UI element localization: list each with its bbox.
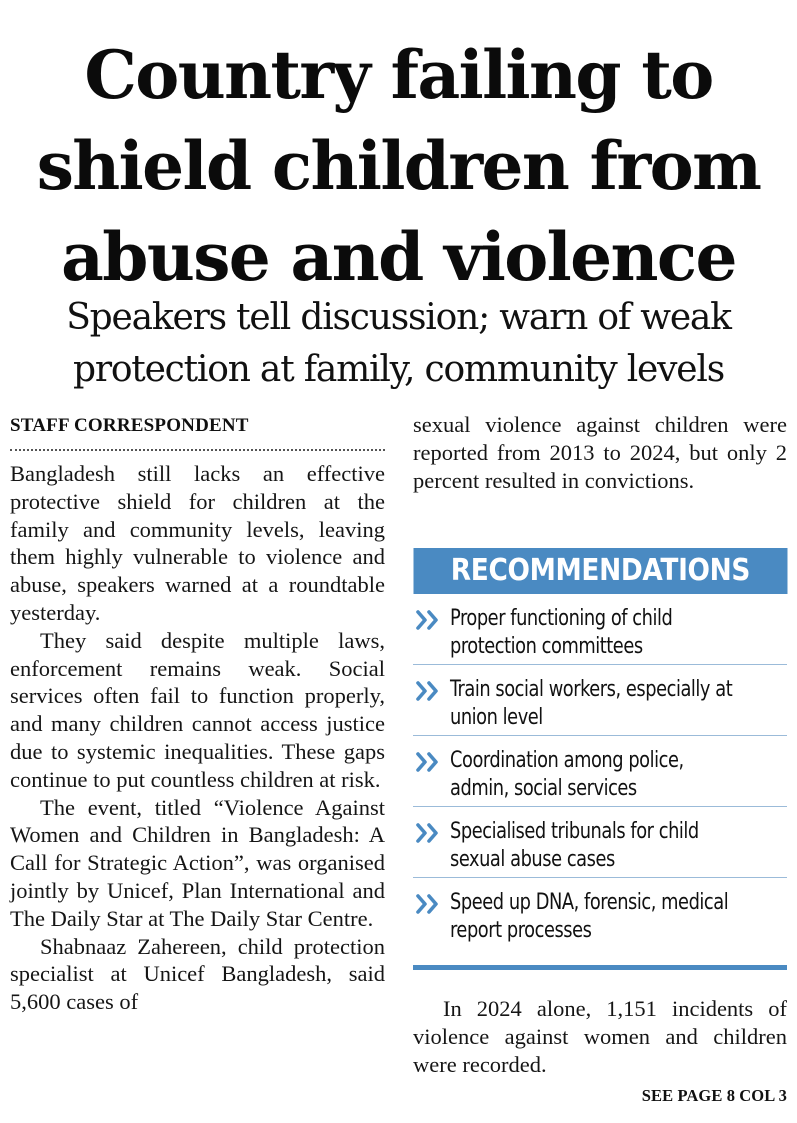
recommendation-line: report processes <box>450 918 592 943</box>
recommendation-line: union level <box>450 705 543 730</box>
byline: STAFF CORRESPONDENT <box>10 415 249 436</box>
body-paragraph: They said despite multiple laws, enforcement remains weak. Social services often fail to function properly, and many children cannot access justice due to systemic inequalities. These gaps continue to put countless children at risk. <box>10 627 385 792</box>
subheadline-line-1: Speakers tell discussion; warn of weak <box>66 297 731 338</box>
body-paragraph: Bangladesh still lacks an effective protective shield for children at the family and community levels, leaving them highly vulnerable to violence and abuse, speakers warned at a roundtable yesterday. <box>10 461 385 625</box>
recommendation-item <box>413 807 787 878</box>
double-chevron-right-icon <box>415 821 441 845</box>
body-column-left <box>10 460 385 1016</box>
body-paragraph-continuation: sexual violence against children were reported from 2013 to 2024, but only 2 percent resulted in convictions. <box>413 412 787 493</box>
recommendation-line: Speed up DNA, forensic, medical <box>450 890 729 915</box>
double-chevron-right-icon <box>415 750 441 774</box>
recommendation-text <box>450 818 761 874</box>
subheadline-line-2: protection at family, community levels <box>72 349 724 390</box>
headline <box>0 30 797 303</box>
recommendation-text <box>450 889 761 945</box>
recommendation-text <box>450 747 761 803</box>
continued-on-page-label[interactable]: SEE PAGE 8 COL 3 <box>641 1086 787 1105</box>
recommendation-item <box>413 736 787 807</box>
body-paragraph: In 2024 alone, 1,151 incidents of violence against women and children were recorded. <box>413 996 787 1077</box>
recommendation-line: protection committees <box>450 634 643 659</box>
recommendation-line: Train social workers, especially at <box>450 677 733 702</box>
recommendation-text <box>450 605 761 661</box>
recommendation-text <box>450 676 761 732</box>
recommendation-line: sexual abuse cases <box>450 847 615 872</box>
body-paragraph: The event, titled “Violence Against Women and Children in Bangladesh: A Call for Strategic Action”, was organised jointly by Unicef, Plan International and The Daily Star at The Daily Star Centre. <box>10 794 385 931</box>
double-chevron-right-icon <box>415 608 441 632</box>
recommendation-line: admin, social services <box>450 776 637 801</box>
recommendation-line: Specialised tribunals for child <box>450 819 699 844</box>
recommendation-item <box>413 665 787 736</box>
body-column-right-closing <box>413 995 787 1078</box>
headline-line-1: Country failing to <box>84 36 713 114</box>
body-paragraph: Shabnaaz Zahereen, child protection specialist at Unicef Bangladesh, said 5,600 cases of <box>10 933 385 1015</box>
subheadline <box>0 292 797 396</box>
recommendations-bottom-rule <box>413 965 787 970</box>
recommendation-line: Coordination among police, <box>450 748 684 773</box>
headline-line-3: abuse and violence <box>61 218 736 296</box>
recommendations-list <box>413 594 787 949</box>
headline-line-2: shield children from <box>36 127 761 205</box>
byline-divider <box>10 449 385 451</box>
double-chevron-right-icon <box>415 679 441 703</box>
recommendation-item <box>413 594 787 665</box>
recommendations-box <box>413 548 787 970</box>
body-column-right-continuation <box>413 411 787 494</box>
recommendation-item <box>413 878 787 949</box>
double-chevron-right-icon <box>415 892 441 916</box>
recommendation-line: Proper functioning of child <box>450 606 673 631</box>
recommendations-title: RECOMMENDATIONS <box>413 548 787 594</box>
